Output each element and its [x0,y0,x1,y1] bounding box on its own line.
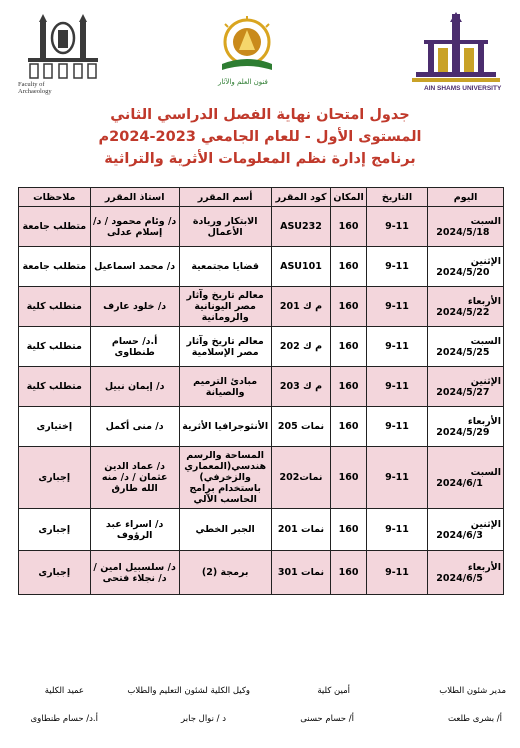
exam-title: جدول امتحان نهاية الفصل الدراسي الثاني [110,107,410,123]
table-row [19,207,504,247]
notes-cell: متطلب كلية [19,287,91,327]
logos-bar [0,12,520,102]
student-affairs-manager-title: مدير شئون الطلاب [439,686,506,696]
university-caption: AIN SHAMS UNIVERSITY [424,85,502,92]
place-cell: 160 [331,207,366,247]
table-row [19,551,504,595]
place-cell: 160 [331,327,366,367]
professor-cell: د/ اسراء عبد الرؤوف [90,509,179,551]
time-cell: 9-11 [366,447,427,509]
place-cell: 160 [331,447,366,509]
header-code: كود المقرر [271,188,331,207]
day-name: الأربعاء [467,295,501,307]
day-cell [428,287,504,327]
header-date: التاريخ [366,188,427,207]
header-place: المكان [331,188,366,207]
code-cell: نمات 301 [271,551,331,595]
day-cell [428,509,504,551]
day-date: 2024/5/18 [436,226,490,238]
table-row [19,407,504,447]
notes-cell: إختيارى [19,407,91,447]
program-title: برنامج إدارة نظم المعلومات الأثرية والتراثية [104,151,416,167]
course-cell: معالم تاريخ وآثار مصر اليونانية والرومانية [179,287,271,327]
time-cell: 9-11 [366,207,427,247]
program-logo [212,16,282,90]
day-cell [428,247,504,287]
table-header-row [19,188,504,207]
time-cell: 9-11 [366,327,427,367]
day-date: 2024/6/5 [436,572,483,584]
table-row [19,447,504,509]
student-affairs-manager-name: أ/ بشرى طلعت [448,714,502,724]
notes-cell: متطلب كلية [19,327,91,367]
code-cell: م ك 202 [271,327,331,367]
day-cell [428,551,504,595]
day-name: الأربعاء [467,415,501,427]
program-emblem-icon [212,16,282,78]
title-block [0,104,520,170]
place-cell: 160 [331,551,366,595]
professor-cell: د/ إيمان نبيل [90,367,179,407]
notes-cell: متطلب جامعة [19,247,91,287]
faculty-logo [18,14,104,98]
day-name: الإثنين [470,518,501,530]
level-title: المستوى الأول - للعام الجامعي 2023-2024م [98,129,422,145]
professor-cell: د/ وئام محمود / د/ إسلام عدلى [90,207,179,247]
time-cell: 9-11 [366,407,427,447]
day-date: 2024/5/29 [436,426,490,438]
vice-dean-name: د / نوال جابر [181,714,226,724]
faculty-emblem-icon [22,14,104,84]
place-cell: 160 [331,287,366,327]
notes-cell: إجبارى [19,447,91,509]
exam-schedule-table [18,187,504,595]
faculty-caption-2: Archaeology [18,88,52,95]
dean-name: أ.د/ حسام طنطاوى [30,714,98,724]
time-cell: 9-11 [366,247,427,287]
faculty-secretary-title: أمين كلية [317,686,350,696]
code-cell: م ك 201 [271,287,331,327]
day-name: السبت [470,335,501,347]
day-date: 2024/5/27 [436,386,490,398]
time-cell: 9-11 [366,509,427,551]
header-notes: ملاحظات [19,188,91,207]
place-cell: 160 [331,367,366,407]
place-cell: 160 [331,247,366,287]
course-cell: قضايا مجتمعية [179,247,271,287]
table-row [19,247,504,287]
header-professor: استاذ المقرر [90,188,179,207]
course-cell: معالم تاريخ وآثار مصر الإسلامية [179,327,271,367]
program-caption: فنون العلم والآثار [218,78,268,86]
header-day: اليوم [428,188,504,207]
code-cell: نمات 205 [271,407,331,447]
day-cell [428,447,504,509]
dean-title: عميد الكلية [44,686,84,696]
course-cell: الأنثوجرافيا الأثرية [179,407,271,447]
course-cell: برمجة (2) [179,551,271,595]
notes-cell: إجبارى [19,509,91,551]
table-row [19,327,504,367]
table-row [19,509,504,551]
header-course: أسم المقرر [179,188,271,207]
day-name: الإثنين [470,255,501,267]
table-row [19,367,504,407]
time-cell: 9-11 [366,287,427,327]
code-cell: م ك 203 [271,367,331,407]
course-cell: الجبر الخطي [179,509,271,551]
course-cell: الابتكار وريادة الأعمال [179,207,271,247]
day-name: السبت [470,215,501,227]
notes-cell: إجبارى [19,551,91,595]
day-date: 2024/6/1 [436,477,483,489]
day-date: 2024/6/3 [436,529,483,541]
professor-cell: أ.د/ حسام طنطاوى [90,327,179,367]
professor-cell: د/ خلود عارف [90,287,179,327]
table-row [19,287,504,327]
day-date: 2024/5/20 [436,266,490,278]
time-cell: 9-11 [366,551,427,595]
professor-cell: د/ عماد الدين عثمان / د/ منه الله طارق [90,447,179,509]
day-name: الأربعاء [467,561,501,573]
university-emblem-icon [410,12,502,86]
day-cell [428,207,504,247]
vice-dean-title: وكيل الكلية لشئون التعليم والطلاب [127,686,250,696]
course-cell: المساحة والرسم هندسي(المعماري والزخرفي) باستخدام برامج الحاسب الآلي [179,447,271,509]
code-cell: ASU101 [271,247,331,287]
place-cell: 160 [331,509,366,551]
professor-cell: د/ محمد اسماعيل [90,247,179,287]
time-cell: 9-11 [366,367,427,407]
faculty-caption-1: Faculty of [18,81,45,88]
day-name: الإثنين [470,375,501,387]
day-date: 2024/5/22 [436,306,490,318]
course-cell: مبادئ الترميم والصيانة [179,367,271,407]
code-cell: ASU232 [271,207,331,247]
day-cell [428,327,504,367]
day-cell [428,407,504,447]
notes-cell: متطلب كلية [19,367,91,407]
place-cell: 160 [331,407,366,447]
professor-cell: د/ سلسبيل امين / د/ نجلاء فتحى [90,551,179,595]
day-date: 2024/5/25 [436,346,490,358]
notes-cell: متطلب جامعة [19,207,91,247]
university-logo [410,12,502,102]
professor-cell: د/ منى أكمل [90,407,179,447]
code-cell: نمات 201 [271,509,331,551]
code-cell: نمات202 [271,447,331,509]
day-name: السبت [470,466,501,478]
faculty-secretary-name: أ/ حسام حسنى [300,714,354,724]
day-cell [428,367,504,407]
